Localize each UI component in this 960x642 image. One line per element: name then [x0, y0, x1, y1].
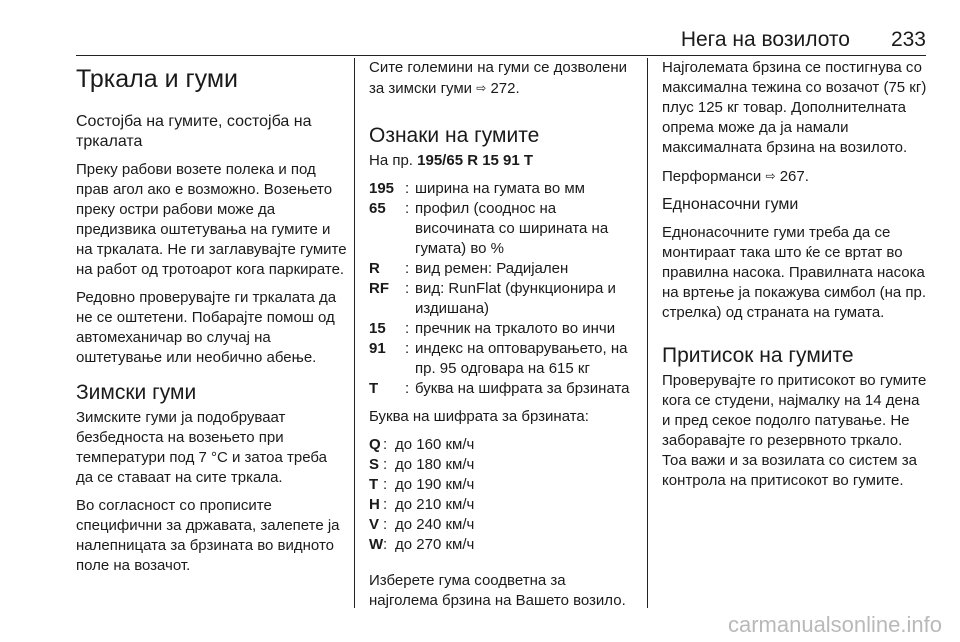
list-item-separator: : [405, 260, 410, 277]
list-item-description: до 160 км/ч [395, 436, 475, 453]
list-item-description: вид ремен: Радијален [415, 260, 569, 277]
list-item-code: 65 [369, 200, 386, 217]
watermark: carmanualsonline.info [727, 612, 942, 637]
list-item-code: H [369, 496, 380, 513]
list-item-description: вид: RunFlat (функционира и издишана) [415, 280, 616, 317]
list-item-description: до 180 км/ч [395, 456, 475, 473]
list-item-description: пречник на тркалото во инчи [415, 320, 616, 337]
page-reference-link[interactable]: 267. [779, 168, 809, 185]
list-item-separator: : [405, 180, 410, 197]
list-item-description: ширина на гумата во мм [415, 180, 585, 197]
column-divider-1 [354, 58, 355, 608]
paragraph-winter-sizes: Сите големини на гуми се дозволени за зимски гуми ⇨ 272. [369, 59, 628, 97]
running-title: Нега на возилото [680, 28, 850, 51]
list-item-description: буква на шифрата за брзината [415, 380, 630, 397]
list-item-code: S [369, 456, 380, 473]
paragraph-tyre-pressure: Проверувајте го притисокот во гумите кога се студени, најмалку на 14 дена и пред секое подолго патување. Не заборавајте го резервното тркало. Тоа важи и за возилата со систем за контрола на притисокот во гумите. [662, 372, 927, 489]
paragraph-inspection: Редовно проверувајте ги тркалата да не се оштетени. Побарајте помош од автомеханичар во случај на оштетување или необично абење. [76, 289, 337, 366]
page-header [76, 0, 926, 58]
heading-winter-tyres: Зимски гуми [76, 381, 197, 404]
list-item-code: 15 [369, 320, 386, 337]
paragraph-choose-tyre: Изберете гума соодветна за најголема брзина на Вашето возило. [369, 572, 626, 609]
list-item-separator: : [383, 536, 388, 553]
list-item-code: 91 [369, 340, 386, 357]
list-item-separator: : [383, 476, 388, 493]
list-item-separator: : [383, 496, 388, 513]
reference-arrow-icon: ⇨ [476, 81, 487, 95]
list-item-separator: : [405, 280, 410, 297]
subheading-tyre-condition: Состојба на гумите, состојба на тркалата [76, 113, 312, 150]
list-item-description: до 270 км/ч [395, 536, 475, 553]
list-item-code: W [369, 536, 384, 553]
list-item-separator: : [405, 340, 410, 357]
list-item-separator: : [383, 456, 388, 473]
page-number: 233 [890, 28, 926, 51]
paragraph-speed-sticker: Во согласност со прописите специфични за државата, залепете ја налепницата за брзината во видното поле на возачот. [76, 497, 340, 574]
list-item-separator: : [383, 516, 388, 533]
list-item-description: до 190 км/ч [395, 476, 475, 493]
page-reference-link[interactable]: 272. [490, 80, 520, 97]
list-item-code: T [369, 476, 379, 493]
list-item-code: Q [369, 436, 381, 453]
speed-code-intro: Буква на шифрата за брзината: [369, 408, 589, 425]
list-item-description: профил (сооднос на височината со ширината на гумата) во % [415, 200, 609, 257]
list-item-description: индекс на оптоварувањето, на пр. 95 одговара на 615 кг [415, 340, 628, 377]
paragraph-performance-ref: Перформанси ⇨ 267. [662, 168, 809, 185]
column-divider-2 [647, 58, 648, 608]
heading-tyre-pressure: Притисок на гумите [662, 344, 854, 367]
section-title-wheels-tyres: Тркала и гуми [76, 65, 238, 93]
list-item-code: RF [369, 280, 389, 297]
paragraph-directional-tyres: Еднонасочните гуми треба да се монтираат така што ќе се вртат во правилна насока. Правилната насока на вртење ја покажува симбол (на пр. стрелка) од страната на гумата. [662, 224, 927, 321]
list-item-code: T [369, 380, 379, 397]
list-item-separator: : [405, 320, 410, 337]
header-rule [76, 55, 926, 56]
list-item-description: до 210 км/ч [395, 496, 475, 513]
list-item-description: до 240 км/ч [395, 516, 475, 533]
list-item-code: 195 [369, 180, 395, 197]
paragraph-max-speed: Најголемата брзина се постигнува со максимална тежина со возачот (75 кг) плус 125 кг товар. Дополнителната опрема може да ја намали максималната брзина на возилото. [662, 59, 927, 156]
speed-code-list [369, 435, 635, 555]
subheading-directional-tyres: Еднонасочни гуми [662, 196, 799, 213]
heading-tyre-designations: Ознаки на гумите [369, 124, 540, 147]
list-item-separator: : [405, 200, 410, 217]
column-2 [369, 58, 635, 619]
paragraph-winter-tyres: Зимските гуми ја подобруваат безбедноста на возењето при температури под 7 °C и затоа треба да се ставаат на сите тркала. [76, 409, 327, 486]
paragraph-kerbs: Преку рабови возете полека и под прав агол ако е возможно. Возењето преку остри рабови може да предизвика оштетувања на гумите и на тркалата. Не ги заглавувајте гумите на работ од тротоарот кога паркирате. [76, 161, 347, 278]
designation-list [369, 179, 635, 399]
list-item-separator: : [405, 380, 410, 397]
example-designation: На пр. 195/65 R 15 91 T [369, 152, 534, 169]
list-item-code: R [369, 260, 380, 277]
reference-arrow-icon: ⇨ [765, 169, 776, 183]
list-item-separator: : [383, 436, 388, 453]
column-3 [662, 58, 928, 499]
list-item-code: V [369, 516, 380, 533]
column-1 [76, 58, 348, 584]
